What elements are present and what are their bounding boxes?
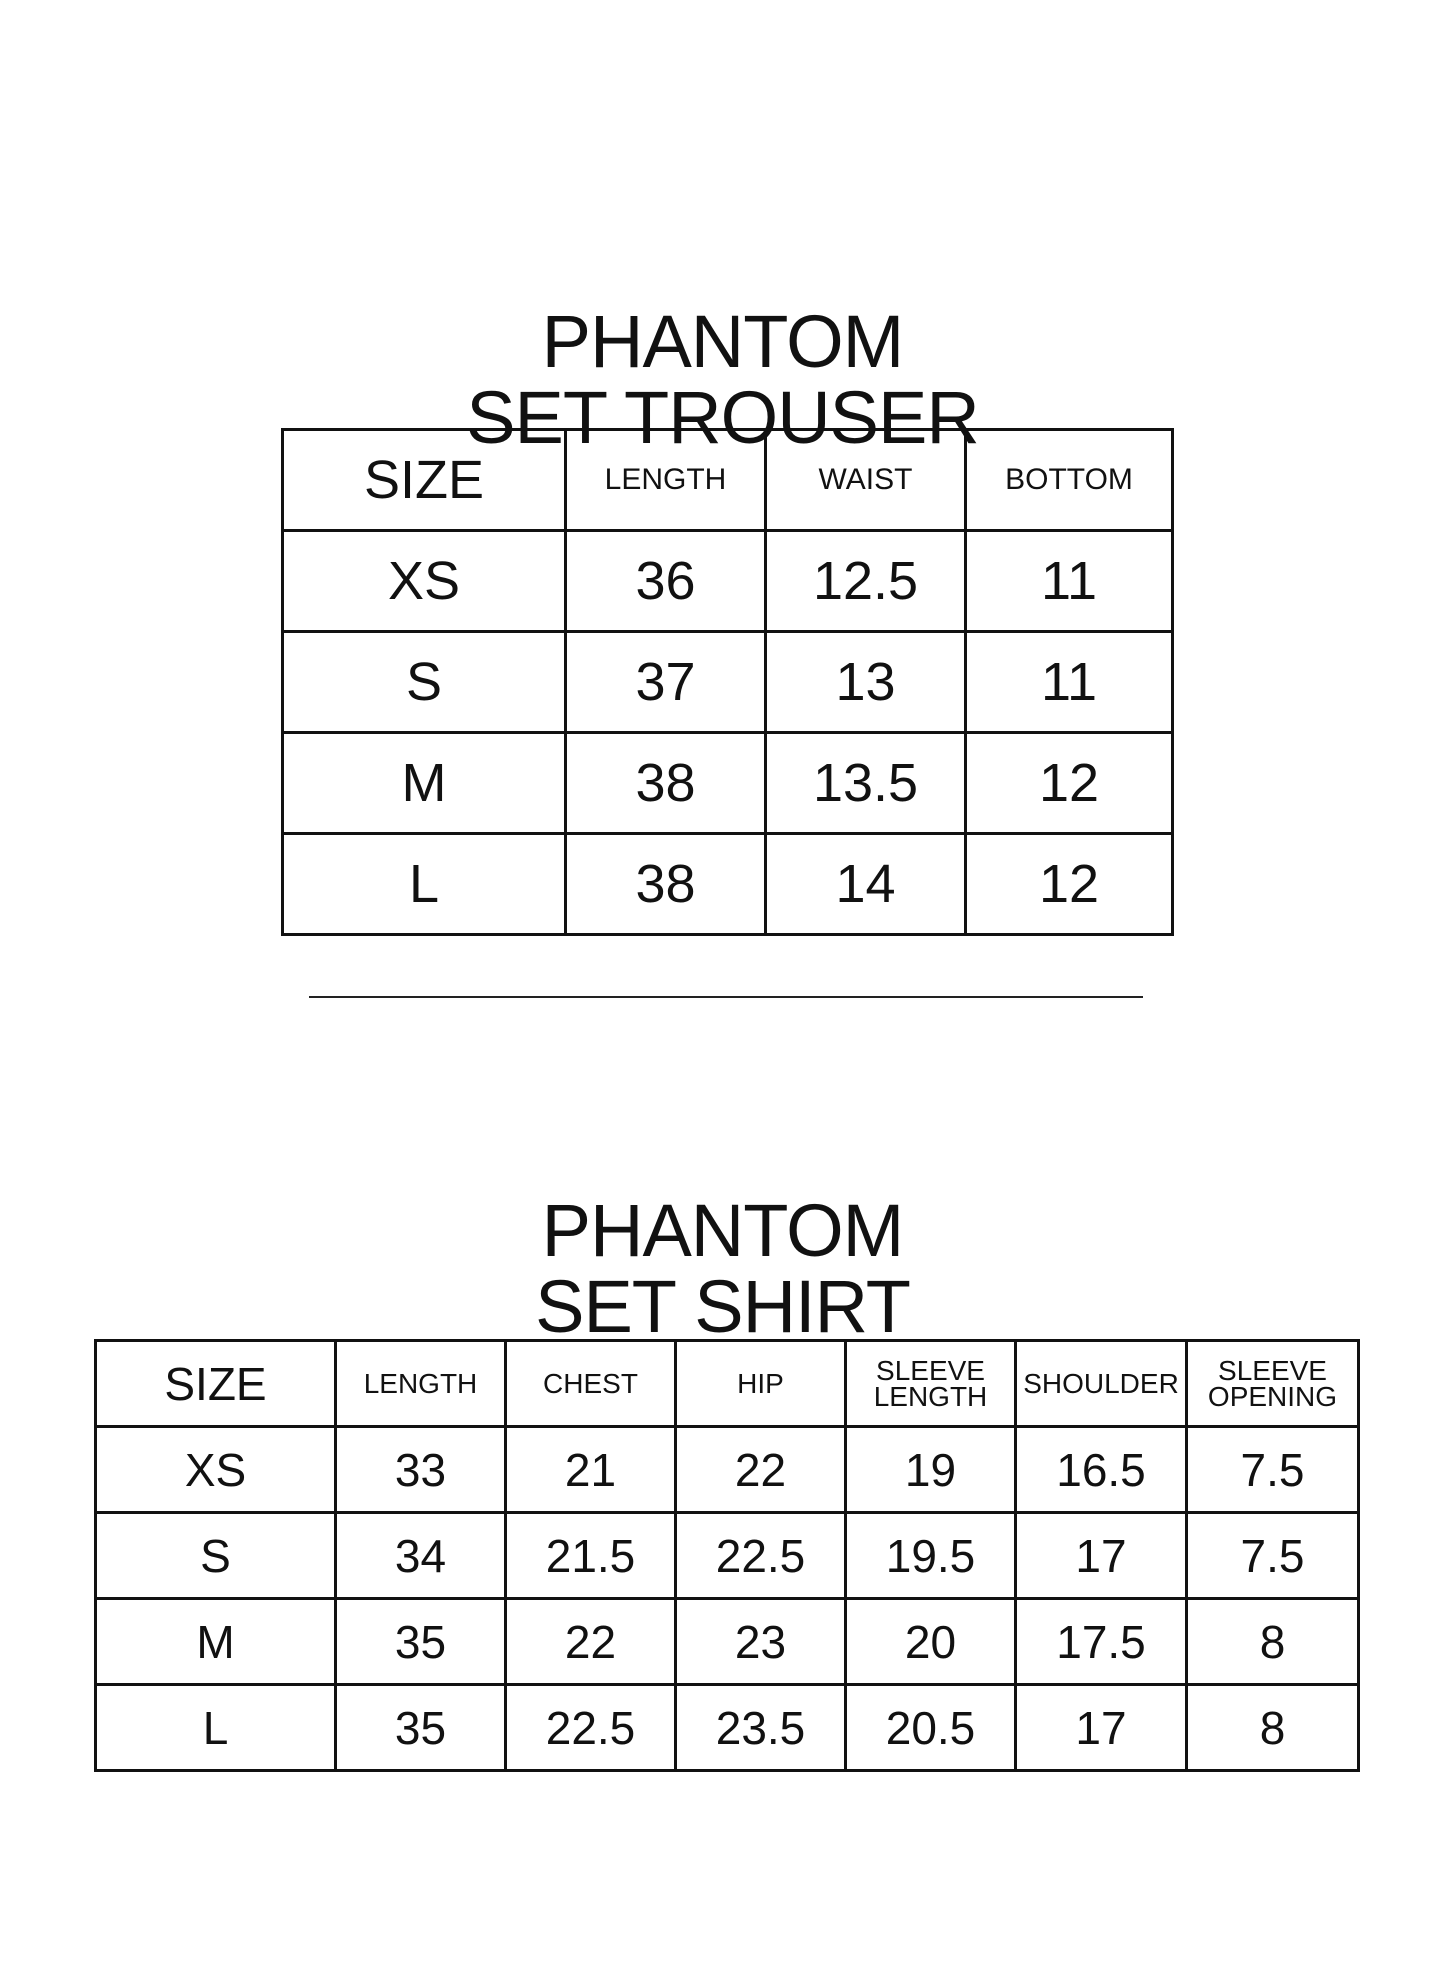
table-cell: XS (96, 1427, 336, 1513)
table-cell: 22.5 (506, 1685, 676, 1771)
table-row (283, 531, 1173, 632)
column-header: SHOULDER (1016, 1341, 1187, 1427)
table-row (283, 632, 1173, 733)
table-header-row (283, 430, 1173, 531)
table-cell: S (96, 1513, 336, 1599)
trouser-title-line1: PHANTOM (541, 299, 904, 383)
table-cell: 21 (506, 1427, 676, 1513)
shirt-title (0, 1188, 1445, 1348)
table-cell: S (283, 632, 566, 733)
table-cell: 7.5 (1187, 1427, 1359, 1513)
shirt-title-line1: PHANTOM (541, 1188, 904, 1272)
table-cell: 12.5 (766, 531, 966, 632)
table-cell: 20 (846, 1599, 1016, 1685)
column-header: LENGTH (566, 430, 766, 531)
column-header: SLEEVE OPENING (1187, 1341, 1359, 1427)
table-cell: 38 (566, 733, 766, 834)
table-cell: 34 (336, 1513, 506, 1599)
shirt-title-line2: SET SHIRT (535, 1264, 910, 1348)
table-cell: 14 (766, 834, 966, 935)
table-row (96, 1513, 1359, 1599)
trouser-title-line2: SET TROUSER (466, 375, 979, 459)
table-cell: 22.5 (676, 1513, 846, 1599)
table-cell: 22 (676, 1427, 846, 1513)
table-cell: 33 (336, 1427, 506, 1513)
table-cell: L (96, 1685, 336, 1771)
table-row (96, 1427, 1359, 1513)
table-cell: 17 (1016, 1513, 1187, 1599)
section-divider (309, 996, 1143, 998)
table-cell: 8 (1187, 1599, 1359, 1685)
column-header: LENGTH (336, 1341, 506, 1427)
column-header: SIZE (283, 430, 566, 531)
column-header: CHEST (506, 1341, 676, 1427)
column-header: SLEEVE LENGTH (846, 1341, 1016, 1427)
table-cell: 35 (336, 1685, 506, 1771)
table-cell: 13 (766, 632, 966, 733)
table-cell: 7.5 (1187, 1513, 1359, 1599)
table-row (96, 1685, 1359, 1771)
table-cell: 19 (846, 1427, 1016, 1513)
table-cell: 23 (676, 1599, 846, 1685)
table-cell: 11 (966, 632, 1173, 733)
table-cell: 11 (966, 531, 1173, 632)
table-cell: 12 (966, 834, 1173, 935)
table-cell: 22 (506, 1599, 676, 1685)
table-cell: 38 (566, 834, 766, 935)
table-cell: 16.5 (1016, 1427, 1187, 1513)
table-cell: 36 (566, 531, 766, 632)
table-cell: 19.5 (846, 1513, 1016, 1599)
table-cell: 23.5 (676, 1685, 846, 1771)
table-cell: 37 (566, 632, 766, 733)
trouser-size-table (281, 428, 1174, 936)
shirt-size-table (94, 1339, 1360, 1772)
table-cell: 17 (1016, 1685, 1187, 1771)
table-row (96, 1599, 1359, 1685)
table-cell: 35 (336, 1599, 506, 1685)
column-header: WAIST (766, 430, 966, 531)
table-row (283, 733, 1173, 834)
table-cell: XS (283, 531, 566, 632)
table-cell: M (96, 1599, 336, 1685)
table-cell: 20.5 (846, 1685, 1016, 1771)
table-cell: M (283, 733, 566, 834)
table-cell: L (283, 834, 566, 935)
table-row (283, 834, 1173, 935)
column-header: HIP (676, 1341, 846, 1427)
table-cell: 21.5 (506, 1513, 676, 1599)
table-cell: 17.5 (1016, 1599, 1187, 1685)
column-header: BOTTOM (966, 430, 1173, 531)
table-cell: 12 (966, 733, 1173, 834)
column-header: SIZE (96, 1341, 336, 1427)
table-cell: 8 (1187, 1685, 1359, 1771)
table-header-row (96, 1341, 1359, 1427)
table-cell: 13.5 (766, 733, 966, 834)
